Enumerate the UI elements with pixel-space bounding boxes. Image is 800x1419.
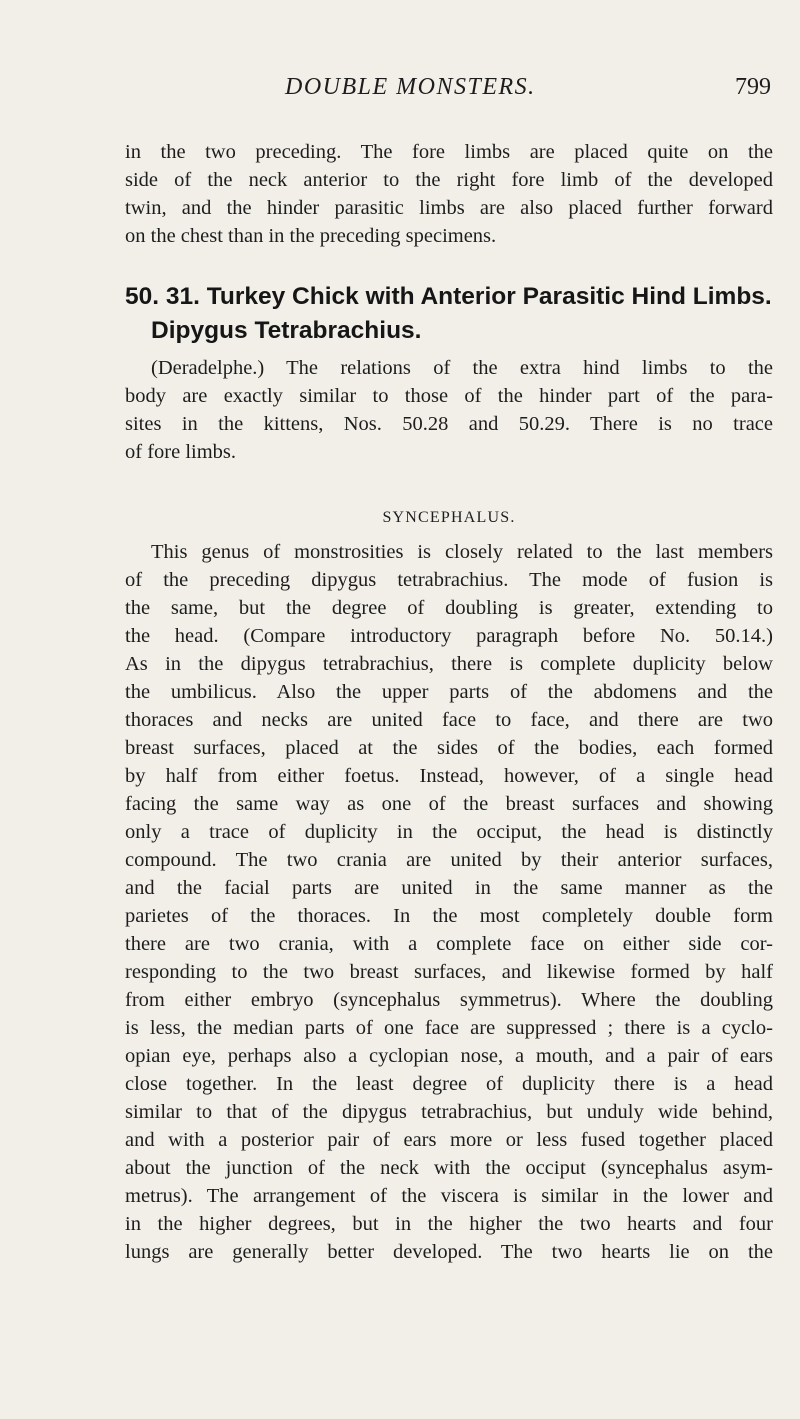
text-line: thoraces and necks are united face to face, and there are two: [125, 709, 773, 731]
text-line: and with a posterior pair of ears more or less fused together placed: [125, 1129, 773, 1151]
text-line: (Deradelphe.) The relations of the extra hind limbs to the: [151, 357, 773, 379]
text-line: twin, and the hinder parasitic limbs are also placed further forward: [125, 197, 773, 219]
text-line: about the junction of the neck with the occiput (syncephalus asym-: [125, 1157, 773, 1179]
specimen-entry: [125, 280, 773, 466]
text-line: there are two crania, with a complete face on either side cor-: [125, 933, 773, 955]
text-line: As in the dipygus tetrabrachius, there is complete duplicity below: [125, 653, 773, 675]
section-title: SYNCEPHALUS.: [382, 509, 516, 526]
paragraph-continuation: [125, 138, 773, 250]
syncephalus-section: [125, 504, 773, 1266]
text-line: opian eye, perhaps also a cyclopian nose, a mouth, and a pair of ears: [125, 1045, 773, 1067]
specimen-heading: 50. 31. Turkey Chick with Anterior Parasitic Hind Limbs.: [125, 283, 772, 310]
text-line: and the facial parts are united in the same manner as the: [125, 877, 773, 899]
page-header: [125, 74, 773, 110]
body-text: [125, 138, 773, 1266]
text-line: facing the same way as one of the breast surfaces and showing: [125, 793, 773, 815]
text-line: breast surfaces, placed at the sides of the bodies, each formed: [125, 737, 773, 759]
text-line: similar to that of the dipygus tetrabrachius, but unduly wide behind,: [125, 1101, 773, 1123]
text-line: side of the neck anterior to the right fore limb of the developed: [125, 169, 773, 191]
running-title: DOUBLE MONSTERS.: [285, 74, 536, 100]
text-line: on the chest than in the preceding specimens.: [125, 225, 497, 247]
text-line: only a trace of duplicity in the occiput, the head is distinctly: [125, 821, 773, 843]
text-line: close together. In the least degree of duplicity there is a head: [125, 1073, 773, 1095]
text-line: sites in the kittens, Nos. 50.28 and 50.29. There is no trace: [125, 413, 773, 435]
text-line: parietes of the thoraces. In the most completely double form: [125, 905, 773, 927]
text-line: the umbilicus. Also the upper parts of the abdomens and the: [125, 681, 773, 703]
text-line: in the higher degrees, but in the higher the two hearts and four: [125, 1213, 773, 1235]
text-line: the same, but the degree of doubling is greater, extending to: [125, 597, 773, 619]
text-line: the head. (Compare introductory paragraph before No. 50.14.): [125, 625, 773, 647]
text-line: of fore limbs.: [125, 441, 237, 463]
text-line: compound. The two crania are united by their anterior surfaces,: [125, 849, 773, 871]
text-line: by half from either foetus. Instead, however, of a single head: [125, 765, 773, 787]
page-number: 799: [735, 74, 771, 100]
specimen-subheading: Dipygus Tetrabrachius.: [151, 317, 422, 344]
text-line: responding to the two breast surfaces, and likewise formed by half: [125, 961, 773, 983]
text-line: body are exactly similar to those of the hinder part of the para-: [125, 385, 773, 407]
text-line: in the two preceding. The fore limbs are placed quite on the: [125, 141, 773, 163]
text-line: This genus of monstrosities is closely related to the last members: [151, 541, 773, 563]
text-line: is less, the median parts of one face are suppressed ; there is a cyclo-: [125, 1017, 773, 1039]
text-line: of the preceding dipygus tetrabrachius. The mode of fusion is: [125, 569, 773, 591]
text-line: lungs are generally better developed. The two hearts lie on the: [125, 1241, 773, 1263]
text-line: metrus). The arrangement of the viscera is similar in the lower and: [125, 1185, 773, 1207]
text-line: from either embryo (syncephalus symmetrus). Where the doubling: [125, 989, 773, 1011]
